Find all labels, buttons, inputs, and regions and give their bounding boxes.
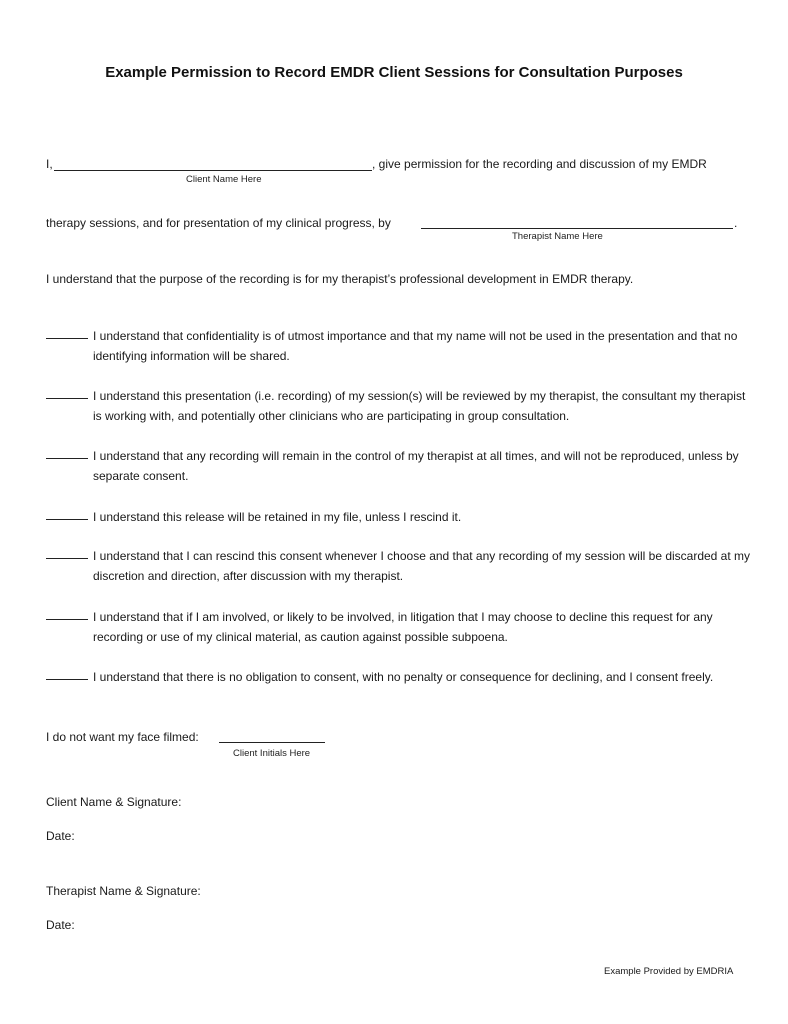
initials-blank[interactable] [46,398,88,399]
date-label: Date: [46,829,75,843]
client-initials-caption: Client Initials Here [233,748,311,759]
line1-suffix: , give permission for the recording and discussion of my EMDR [372,157,707,171]
consent-item-text: I understand that confidentiality is of utmost importance and that my name will not be used in the presentation and that no identifying information will be shared. [93,329,738,363]
line2-prefix: therapy sessions, and for presentation of my clinical progress, by [46,216,391,230]
form-title: Example Permission to Record EMDR Client Sessions for Consultation Purposes [105,64,683,81]
face-filmed-label: I do not want my face filmed: [46,730,199,744]
consent-item-text: I understand that any recording will remain in the control of my therapist at all times, and will not be reproduced, unless by separate consent. [93,449,739,483]
initials-blank[interactable] [46,338,88,339]
initials-blank[interactable] [46,458,88,459]
initials-blank[interactable] [46,619,88,620]
initials-blank[interactable] [46,679,88,680]
footer-credit: Example Provided by EMDRIA [604,966,734,977]
initials-blank[interactable] [46,558,88,559]
client-initials-line[interactable] [219,742,325,743]
consent-item-text: I understand that I can rescind this consent whenever I choose and that any recording of my session will be discarded at my discretion and direction, after discussion with my therapist. [93,549,751,583]
client-signature-label: Client Name & Signature: [46,795,182,809]
therapist-name-caption: Therapist Name Here [512,231,603,242]
therapist-signature-label: Therapist Name & Signature: [46,884,201,898]
consent-item-text: I understand that if I am involved, or likely to be involved, in litigation that I may choose to decline this request for any recording or use of my clinical material, as caution against possible subpoena. [93,610,713,644]
consent-item-text: I understand this release will be retained in my file, unless I rescind it. [93,510,462,524]
line1-prefix: I, [46,157,53,171]
line2-suffix: . [734,216,738,230]
client-name-caption: Client Name Here [186,174,262,185]
date-label: Date: [46,918,75,932]
initials-blank[interactable] [46,519,88,520]
therapist-name-line[interactable] [421,228,733,229]
consent-item-text: I understand this presentation (i.e. recording) of my session(s) will be reviewed by my therapist, the consultant my therapist is working with, and potentially other clinicians who are participating in group consultation. [93,389,746,423]
client-name-line[interactable] [54,170,372,171]
consent-item-text: I understand that there is no obligation to consent, with no penalty or consequence for declining, and I consent freely. [93,670,714,684]
purpose-statement: I understand that the purpose of the recording is for my therapist’s professional development in EMDR therapy. [46,272,634,286]
